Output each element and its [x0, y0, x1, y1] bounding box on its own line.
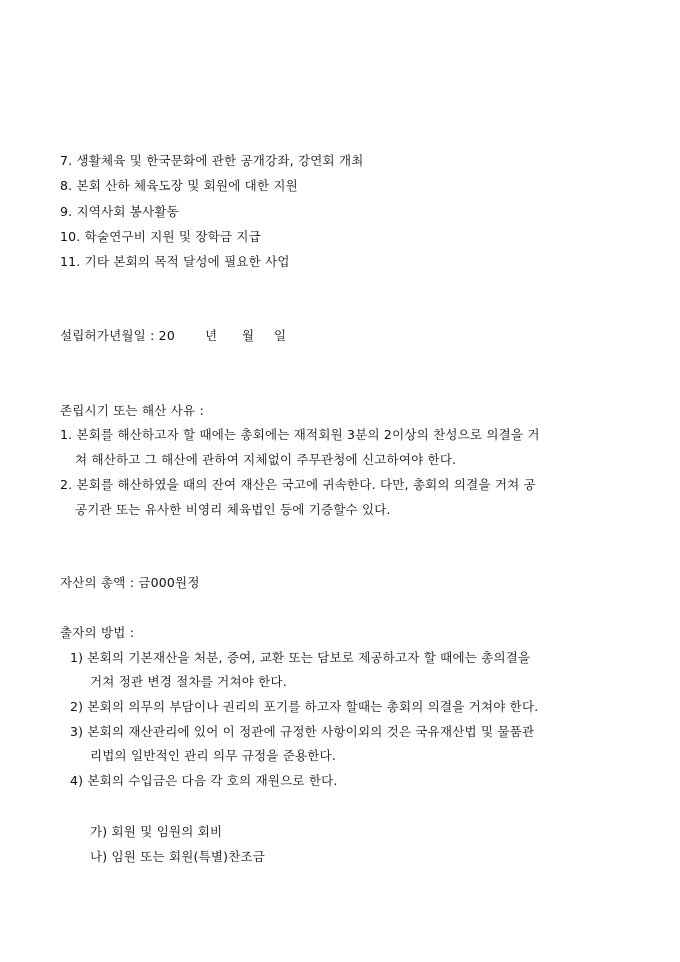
purpose-item-7: 7. 생활체육 및 한국문화에 관한 공개강좌, 강연회 개최 [60, 153, 364, 168]
dissolution-item-2-line-1: 2. 본회를 해산하였을 때의 잔여 재산은 국고에 귀속한다. 다만, 총회의 의결을 거쳐 공 [60, 477, 536, 492]
contribution-item-3-line-2: 리법의 일반적인 관리 의무 규정을 준용한다. [90, 748, 336, 763]
dissolution-item-2-line-2: 공기관 또는 유사한 비영리 체육법인 등에 기증할수 있다. [75, 502, 391, 517]
contribution-item-1-line-2: 거쳐 정관 변경 절차를 거쳐야 한다. [90, 674, 287, 689]
purpose-item-8: 8. 본회 산하 체육도장 및 회원에 대한 지원 [60, 178, 298, 193]
contribution-item-3-line-1: 3) 본회의 재산관리에 있어 이 정관에 규정한 사항이외의 것은 국유재산법 및 물품관 [70, 724, 535, 739]
contribution-item-1-line-1: 1) 본회의 기본재산을 처분, 증여, 교환 또는 담보로 제공하고자 할 때에는 총의결을 [70, 650, 531, 665]
revenue-source-b: 나) 임원 또는 회원(특별)찬조금 [90, 849, 266, 864]
revenue-source-a: 가) 회원 및 임원의 회비 [90, 824, 223, 839]
establishment-date-label: 설립허가년월일 : 20 [60, 328, 175, 343]
establishment-day-unit: 일 [274, 328, 287, 343]
dissolution-heading: 존립시기 또는 해산 사유 : [60, 403, 204, 418]
assets-total: 자산의 총액 : 금000원정 [60, 575, 200, 590]
establishment-year-unit: 년 [205, 328, 218, 343]
contribution-item-4-line-1: 4) 본회의 수입금은 다음 각 호의 재원으로 한다. [70, 773, 338, 788]
dissolution-item-1-line-2: 쳐 해산하고 그 해산에 관하여 지체없이 주무관청에 신고하여야 한다. [75, 452, 457, 467]
purpose-item-9: 9. 지역사회 봉사활동 [60, 204, 179, 219]
dissolution-item-1-line-1: 1. 본회를 해산하고자 할 때에는 총회에는 재적회원 3분의 2이상의 찬성으로 의결을 거 [60, 427, 540, 442]
purpose-item-10: 10. 학술연구비 지원 및 장학금 지급 [60, 229, 261, 244]
establishment-month-unit: 월 [242, 328, 255, 343]
contribution-heading: 출자의 방법 : [60, 625, 135, 640]
purpose-item-11: 11. 기타 본회의 목적 달성에 필요한 사업 [60, 254, 290, 269]
contribution-item-2-line-1: 2) 본회의 의무의 부담이나 권리의 포기를 하고자 할때는 총회의 의결을 거쳐야 한다. [70, 699, 539, 714]
